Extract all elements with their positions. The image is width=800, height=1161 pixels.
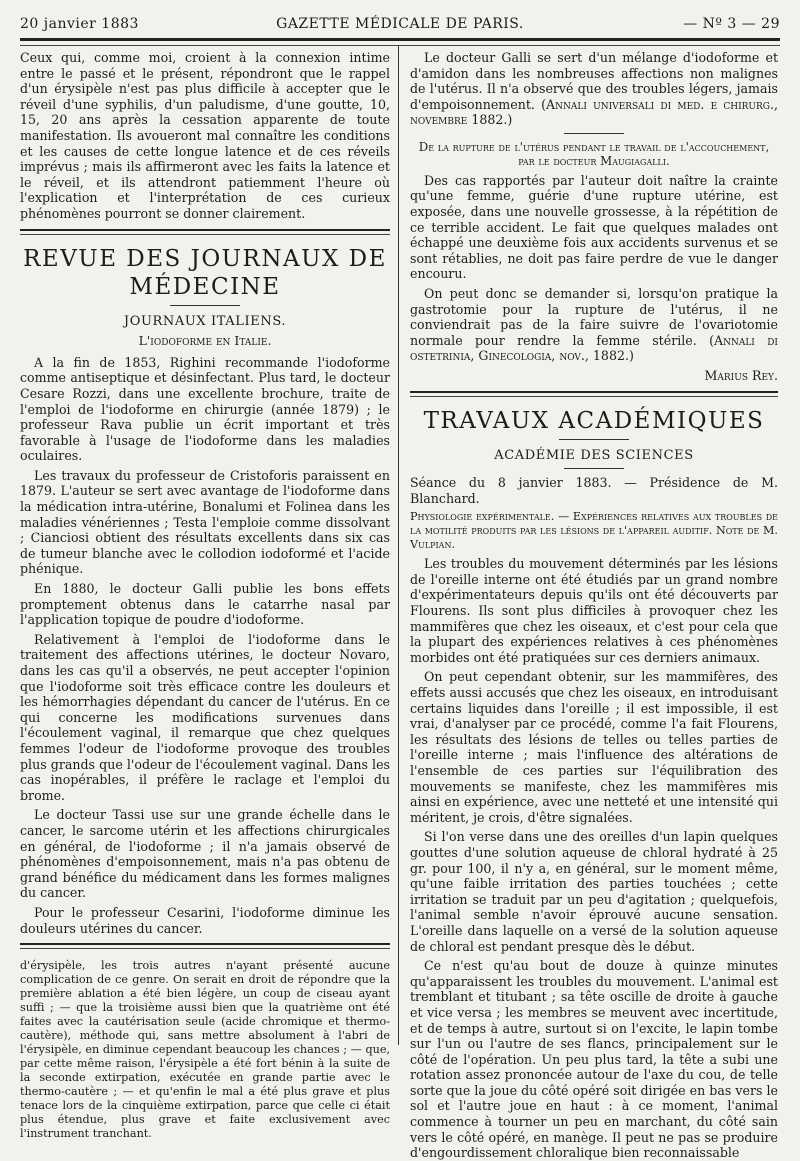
section-title-revue: REVUE DES JOURNAUX DE MÉDECINE <box>23 245 387 300</box>
right-column <box>410 50 778 1161</box>
bottom-separator <box>20 943 390 949</box>
rupture-title: De la rupture de l'utérus pendant le travail de l'accouchement, par le docteur Maugiagalli. <box>418 139 770 169</box>
paragraph: Les travaux du professeur de Cristoforis paraissent en 1879. L'auteur se sert avec avantage de l'iodoforme dans la médication intra-utérine, Bonalumi et Folinea dans les maladies vénériennes ; Testa l'emploie comme dissolvant ; Cianciosi obtient des résultats excellents dans six cas de tumeur blanche avec le collodion iodoformé et l'acide phénique. <box>20 467 390 577</box>
header-date: 20 janvier 1883 <box>20 16 139 32</box>
column-divider <box>398 46 399 1045</box>
section-title-travaux: TRAVAUX ACADÉMIQUES <box>423 407 765 434</box>
paragraph: Relativement à l'emploi de l'iodoforme dans le traitement des affections utérines, le docteur Novaro, dans les cas qu'il a observés, ne peut accepter l'opinion que l'iodoforme soit très efficace contre les douleurs et les hémorrhagies dépendant du cancer de l'utérus. En ce qui concerne les modifications survenues dans l'écoulement vaginal, il remarque que chez quelques femmes l'odeur de l'iodoforme provoque des troubles plus grands que l'odeur de l'écoulement vaginal. Dans les cas inopérables, il préfère le raclage et l'emploi du brome. <box>20 631 390 803</box>
header-journal-title: GAZETTE MÉDICALE DE PARIS. <box>276 16 524 32</box>
paragraph: Le docteur Tassi use sur une grande échelle dans le cancer, le sarcome utérin et les affections chirurgicales en général, de l'iodoforme ; il n'a jamais observé de phénomènes d'empoisonnement, mais n'a pas obtenu de grand bénéfice du médicament dans les formes malignes du cancer. <box>20 807 390 901</box>
header-page-number: — Nº 3 — 29 <box>683 16 780 32</box>
intro-paragraph: Ceux qui, comme moi, croient à la connexion intime entre le passé et le présent, répondront que le rappel d'un érysipèle n'est pas plus difficile à accepter que le réveil d'une syphilis, d'un paludisme, d'une goutte, 10, 15, 20 ans après la cessation apparente de toute manifestation. Ils avoueront mal connaître les conditions et les causes de cette longue latence et de ces réveils imprévus ; mais ils affirmeront avec les faits la latence et le réveil, et ils attendront patiemment l'heure où l'explication et l'interprétation de ces curieux phénomènes pourront se donner clairement. <box>20 50 390 221</box>
galli-paragraph <box>410 50 778 128</box>
rupture-text: On peut donc se demander si, lorsqu'on pratique la gastrotomie pour la rupture de l'utérus, il ne conviendrait pas de la faire suivre de l'ovariotomie normale pour rendre la femme stérile. <box>410 285 778 348</box>
rupture-source: (Annali di ostetrinia, Ginecologia, nov., 1882.) <box>410 332 778 364</box>
short-separator <box>564 133 624 134</box>
section-separator <box>410 391 778 397</box>
author-signature: Marius Rey. <box>704 367 778 383</box>
header-rule <box>20 38 780 46</box>
rupture-paragraph-2 <box>410 286 778 364</box>
seance-line: Séance du 8 janvier 1883. — Présidence de M. Blanchard. <box>410 475 778 506</box>
paragraph: A la fin de 1853, Righini recommande l'iodoforme comme antiseptique et désinfectant. Plus tard, le docteur Cesare Rozzi, dans une excellente brochure, traite de l'emploi de l'iodoforme en chirurgie (année 1879) ; le professeur Rava publie un écrit important et très favorable à l'usage de l'iodoforme dans les maladies oculaires. <box>20 354 390 464</box>
paragraph: Les troubles du mouvement déterminés par les lésions de l'oreille interne ont été étudiés par un grand nombre d'expérimentateurs depuis qu'ils ont été découverts par Flourens. Ils sont plus difficiles à provoquer chez les mammifères que chez les oiseaux, et c'est pour cela que la plupart des expériences relatives à ces phénomènes morbides ont été pratiquées sur ces derniers animaux. <box>410 556 778 665</box>
page-header <box>20 14 780 36</box>
bottom-paragraph: d'érysipèle, les trois autres n'ayant présenté aucune complication de ce genre. On serait en droit de répondre que la première ablation a été bien légère, un coup de ciseau ayant suffi ; — que la troisième aussi bien que la quatrième ont été faites avec la cautérisation seule (acide chromique et thermo-cautère), méthode qui, sans mettre absolument à l'abri de l'érysipèle, en diminue cependant beaucoup les chances ; — que, par cette même raison, l'érysipèle a été fort bénin à la suite de la seconde extirpation, exécutée en grande partie avec le thermo-cautère ; — et qu'enfin le mal a été plus grave et plus tenace lors de la cinquième extirpation, parce que celle ci était plus étendue, plus grave et faite exclusivement avec l'instrument tranchant. <box>20 959 390 1141</box>
paragraph: Des cas rapportés par l'auteur doit naître la crainte qu'une femme, guérie d'une rupture utérine, est exposée, dans une nouvelle grossesse, à la répétition de ce terrible accident. Le fait que quelques malades ont échappé une deuxième fois aux accidents survenus et se sont rétablies, ne doit pas faire perdre de vue le danger encouru. <box>410 172 778 282</box>
galli-source: (Annali universali di med. e chirurg., novembre 1882.) <box>410 96 778 128</box>
physio-title: Physiologie expérimentale. — Expériences relatives aux troubles de la motilité produits par les lésions de l'appareil auditif. Note de M. Vulpian. <box>410 510 778 552</box>
galli-text: Le docteur Galli se sert d'un mélange d'iodoforme et d'amidon dans les nombreuses affections non malignes de l'utérus. Il n'a observé que des troubles légers, jamais d'empoisonnement. <box>410 50 778 112</box>
academy-title: ACADÉMIE DES SCIENCES <box>494 447 694 463</box>
article-title: L'iodoforme en Italie. <box>138 333 272 349</box>
subsection-title: JOURNAUX ITALIENS. <box>123 313 287 329</box>
paragraph: On peut cependant obtenir, sur les mammifères, des effets aussi accusés que chez les oiseaux, en introduisant certains liquides dans l'oreille ; il est impossible, il est vrai, d'analyser par ce procédé, comme l'a fait Flourens, les résultats des lésions de telles ou telles parties de l'oreille interne ; mais l'influence des altérations de l'ensemble de ces parties sur l'équilibration des mouvements se manifeste, chez les mammifères mis ainsi en expérience, avec une netteté et une intensité qui méritent, je crois, d'être signalées. <box>410 669 778 825</box>
paragraph: Ce n'est qu'au bout de douze à quinze minutes qu'apparaissent les troubles du mouvement. L'animal est tremblant et titubant ; sa tête oscille de droite à gauche et vice versa ; les membres se meuvent avec incertitude, et de temps à autre, surtout si on l'excite, le lapin tombe sur l'un ou l'autre de ses flancs, principalement sur le côté de l'opération. Un peu plus tard, la tête a subi une rotation assez prononcée autour de l'axe du cou, de telle sorte que la joue du côté opéré soit dirigée en bas vers le sol et l'autre joue en haut : à ce moment, l'animal commence à tourner un peu en marchant, du côté sain vers le côté opéré, en manège. Il peut ne pas se produire d'engourdissement chloralique bien reconnaissable <box>410 958 778 1161</box>
paragraph: En 1880, le docteur Galli publie les bons effets promptement obtenus dans le catarrhe nasal par l'application topique de poudre d'iodoforme. <box>20 581 390 628</box>
title-underline <box>559 439 629 440</box>
short-separator <box>564 468 624 469</box>
paragraph: Si l'on verse dans une des oreilles d'un lapin quelques gouttes d'une solution aqueuse de chloral hydraté à 25 gr. pour 100, il n'y a, en général, sur le moment même, qu'une faible irritation des parties touchées ; cette irritation se traduit par un peu d'agitation ; quelquefois, l'animal semble n'avoir éprouvé aucune sensation. L'oreille dans laquelle on a versé de la solution aqueuse de chloral est pendant presque dès le début. <box>410 829 778 954</box>
section-separator <box>20 229 390 235</box>
title-underline <box>170 305 240 306</box>
left-column <box>20 50 390 1141</box>
paragraph: Pour le professeur Cesarini, l'iodoforme diminue les douleurs utérines du cancer. <box>20 904 390 936</box>
